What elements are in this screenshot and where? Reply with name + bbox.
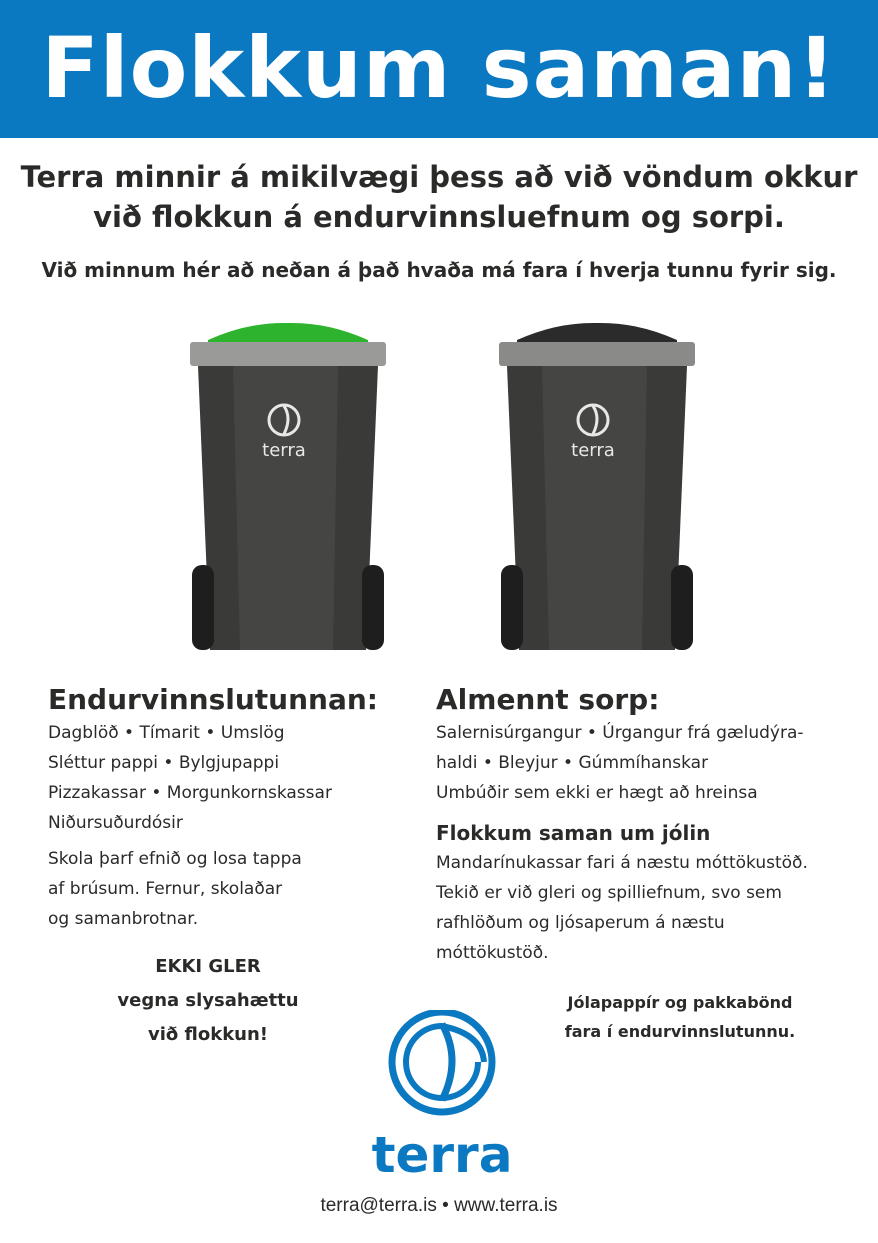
christmas-line: Mandarínukassar fari á næstu móttökustöð. <box>436 853 808 873</box>
recycling-item: Niðursuðurdósir <box>48 813 183 833</box>
intro-line-2: við flokkun á endurvinnsluefnum og sorpi. <box>93 200 785 234</box>
lid-rim <box>190 342 386 366</box>
left-wheel <box>192 565 214 650</box>
logo-text: terra <box>371 1126 513 1180</box>
recycling-item: Pizzakassar • Morgunkornskassar <box>48 783 332 803</box>
recycling-bin-image <box>188 320 388 665</box>
general-item: Salernisúrgangur • Úrgangur frá gæludýra- <box>436 723 804 743</box>
general-waste-bin-image <box>497 320 697 665</box>
christmas-line: móttökustöð. <box>436 943 549 963</box>
recycling-note: Skola þarf efnið og losa tappa <box>48 849 302 869</box>
christmas-line: Tekið er við gleri og spilliefnum, svo sem <box>436 883 782 903</box>
bin-label: terra <box>571 440 615 461</box>
bin-label: terra <box>262 440 306 461</box>
general-item: Umbúðir sem ekki er hægt að hreinsa <box>436 783 758 803</box>
title-banner <box>0 0 878 138</box>
general-waste-section <box>436 682 846 968</box>
christmas-heading: Flokkum saman um jólin <box>436 821 711 845</box>
general-heading: Almennt sorp: <box>436 683 660 716</box>
no-glass-warning: EKKI GLER vegna slysahættu við flokkun! <box>117 956 299 1045</box>
intro-line-3: Við minnum hér að neðan á það hvaða má fara í hverja tunnu fyrir sig. <box>41 258 837 282</box>
page-title: Flokkum saman! <box>41 19 837 117</box>
recycling-item: Dagblöð • Tímarit • Umslög <box>48 723 285 743</box>
recycling-item: Sléttur pappi • Bylgjupappi <box>48 753 280 773</box>
recycling-section <box>48 682 388 934</box>
left-wheel <box>501 565 523 650</box>
intro-line-1: Terra minnir á mikilvægi þess að við vöndum okkur <box>20 160 858 194</box>
wrapping-paper-note: Jólapappír og pakkabönd fara í endurvinnslutunnu. <box>564 993 796 1041</box>
recycling-note: og samanbrotnar. <box>48 909 199 929</box>
terra-logo-icon <box>392 1012 492 1112</box>
general-item: haldi • Bleyjur • Gúmmíhanskar <box>436 753 709 773</box>
footer-contact: terra@terra.is • www.terra.is <box>320 1195 558 1216</box>
right-wheel <box>671 565 693 650</box>
lid-rim <box>499 342 695 366</box>
terra-logo <box>370 1010 520 1180</box>
recycling-heading: Endurvinnslutunnan: <box>48 683 378 716</box>
recycling-note: af brúsum. Fernur, skolaðar <box>48 879 283 899</box>
christmas-line: rafhlöðum og ljósaperum á næstu <box>436 913 725 933</box>
right-wheel <box>362 565 384 650</box>
